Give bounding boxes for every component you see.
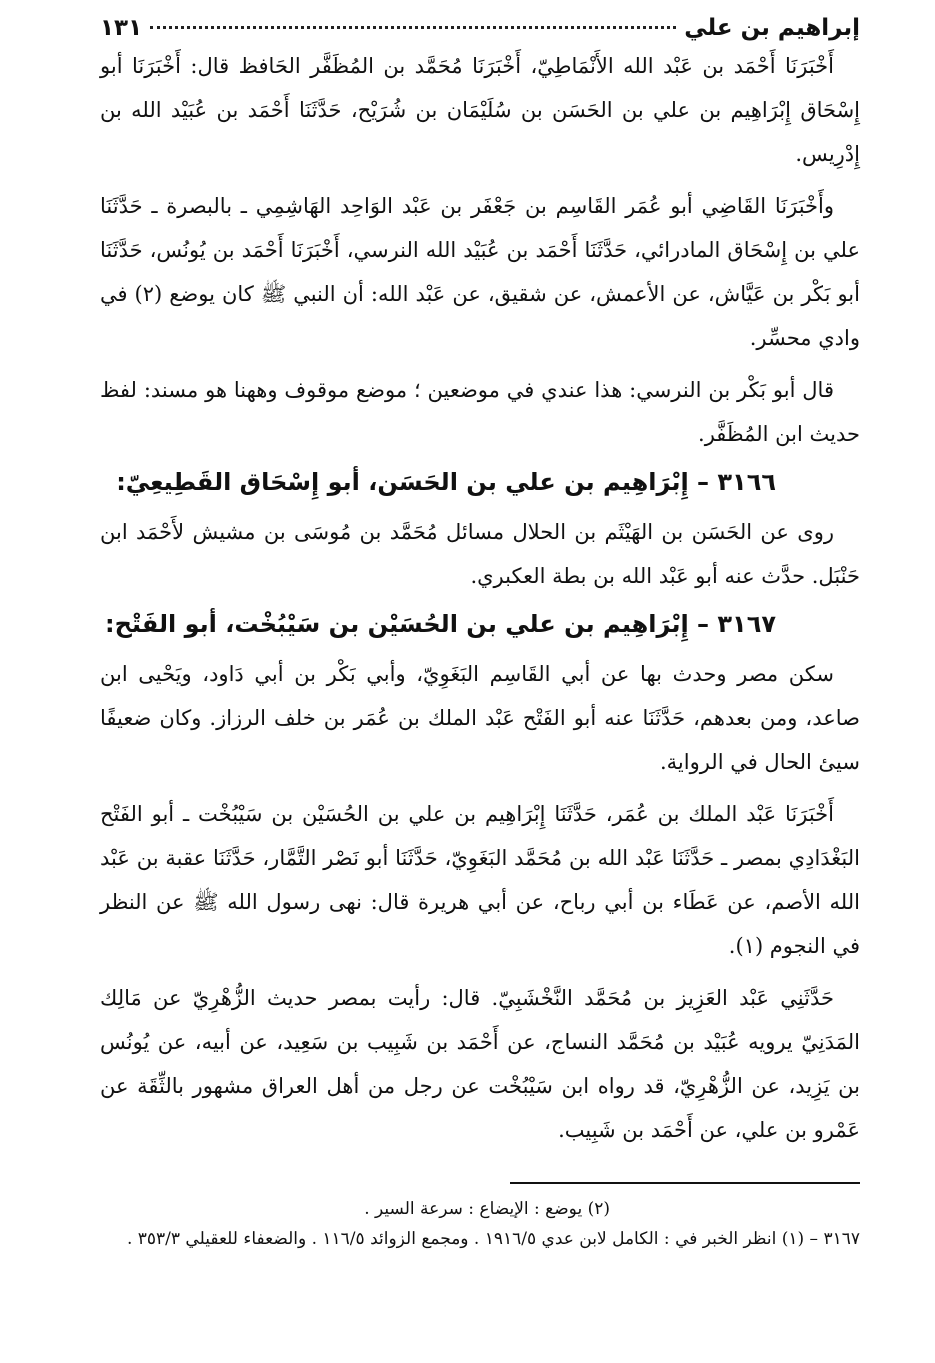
paragraph-entry-3167-note: حَدَّثَنِي عَبْد العَزِيز بن مُحَمَّد النَّخْشَبِيّ. قال: رأيت بمصر حديث الزُّهْرِيّ عن مَالِك المَدَنِيّ يرويه عُبَيْد بن مُحَمَّد النساج، عن أَحْمَد بن شَبِيب بن سَعِيد، عن أبيه، عن يُونُس بن يَزِيد، عن الزُّهْرِيّ، قد رواه ابن سَيْبُخْت عن رجل من أهل العراق مشهور بالثِّقَة عن عَمْرو بن علي، عن أَحْمَد بن شَبِيب. <box>100 986 860 1142</box>
entry-heading-3166: ٣١٦٦ – إِبْرَاهِيم بن علي بن الحَسَن، أبو إِسْحَاق القَطِيعِيّ: <box>116 468 776 496</box>
book-page <box>100 12 860 1254</box>
paragraph-isnad-2: وأَخْبَرَنَا القَاضِي أبو عُمَر القَاسِم بن جَعْفَر بن عَبْد الوَاحِد الهَاشِمِي ـ بالبصرة ـ حَدَّثَنَا علي بن إِسْحَاق المادرائي، حَدَّثَنَا أَحْمَد بن عُبَيْد الله النرسي، أَخْبَرَنَا أَحْمَد بن يُونُس، حَدَّثَنَا أبو بَكْر بن عَيَّاش، عن الأعمش، عن شقيق، عن عَبْد الله: أن النبي ﷺ كان يوضع (٢) في وادي محسِّر. <box>100 194 860 350</box>
page-header <box>100 12 860 44</box>
paragraph-entry-3167-bio: سكن مصر وحدث بها عن أبي القَاسِم البَغَوِيّ، وأبي بَكْر بن أبي دَاود، ويَحْيى ابن صاعد، ومن بعدهم، حَدَّثَنَا عنه أبو الفَتْح عَبْد الملك بن عُمَر بن خلف الرزاز. وكان ضعيفًا سيئ الحال في الرواية. <box>100 662 860 774</box>
paragraph-commentary: قال أبو بَكْر بن النرسي: هذا عندي في موضعين ؛ موضع موقوف وههنا هو مسند: لفظ حديث ابن المُظَفَّر. <box>100 378 860 446</box>
page-number: ١٣١ <box>100 15 143 41</box>
running-title: إبراهيم بن علي <box>684 15 860 41</box>
paragraph-entry-3166: روى عن الحَسَن بن الهَيْثَم بن الحلال مسائل مُحَمَّد بن مُوسَى بن مشيش لأَحْمَد ابن حَنْبَل. حدَّث عنه أبو عَبْد الله بن بطة العكبري. <box>100 520 860 588</box>
paragraph-entry-3167-hadith: أَخْبَرَنَا عَبْد الملك بن عُمَر، حَدَّثَنَا إِبْرَاهِيم بن علي بن الحُسَيْن بن سَيْبُخْت ـ أبو الفَتْح البَغْدَادِي بمصر ـ حَدَّثَنَا عَبْد الله بن مُحَمَّد البَغَوِيّ، حَدَّثَنَا أبو نَصْر التَّمَّار، حَدَّثَنَا عقبة بن عَبْد الله الأصم، عن عَطَاء بن أبي رباح، عن أبي هريرة قال: نهى رسول الله ﷺ عن النظر في النجوم (١). <box>100 802 860 958</box>
paragraph-isnad-1: أَخْبَرَنَا أَحْمَد بن عَبْد الله الأَنْمَاطِيّ، أَخْبَرَنَا مُحَمَّد بن المُظَفَّر الحَافظ قال: أَخْبَرَنَا أبو إِسْحَاق إِبْرَاهِيم بن علي بن الحَسَن بن سُلَيْمَان بن شُرَيْح، حَدَّثَنَا أَحْمَد بن عُبَيْد الله بن إِدْرِيس. <box>100 54 860 166</box>
footnote-1: (٢) يوضع : الإيضاع : سرعة السير . <box>364 1199 610 1219</box>
footnote-divider <box>510 1182 860 1184</box>
header-dot-leader <box>150 26 676 29</box>
entry-heading-3167: ٣١٦٧ – إِبْرَاهِيم بن علي بن الحُسَيْن بن سَيْبُخْت، أبو الفَتْح: <box>105 610 776 638</box>
footnote-2: ٣١٦٧ – (١) انظر الخبر في : الكامل لابن عدي ١٩١٦/٥ . ومجمع الزوائد ١١٦/٥ . والضعفاء للعقيلي ٣٥٣/٣ . <box>126 1229 860 1249</box>
